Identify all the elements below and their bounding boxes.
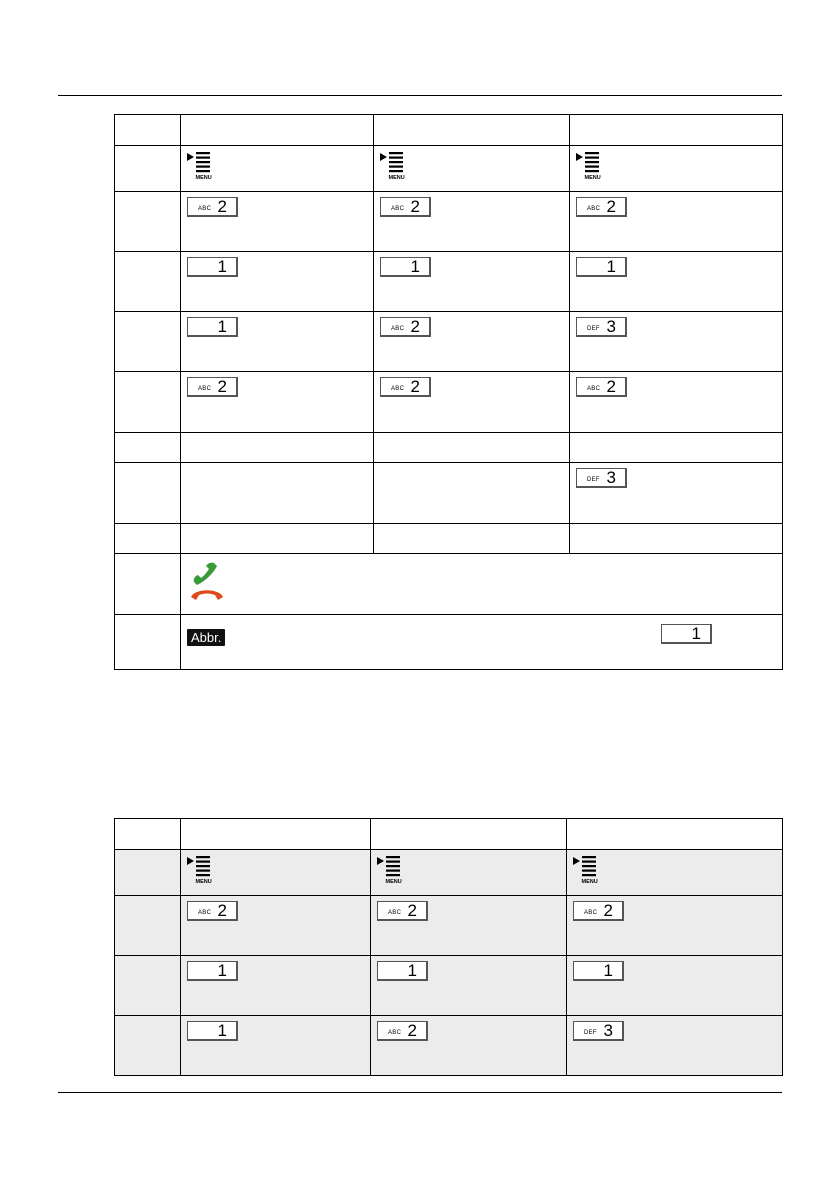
key-2: ABC 2 [187,377,238,397]
svg-text:MENU: MENU [584,175,601,181]
svg-text:MENU: MENU [581,879,598,885]
menu-icon [573,855,609,887]
key-2: ABC 2 [576,197,627,217]
svg-text:MENU: MENU [195,175,212,181]
top-rule [58,95,782,96]
menu-icon [576,151,612,183]
table-row [115,312,783,372]
table-header-row [115,115,783,146]
key-1: 1 [187,1021,238,1041]
steps-table-1 [114,114,783,670]
key-1: 1 [187,257,238,277]
phone-row [115,554,783,615]
key-3: DEF 3 [576,468,627,488]
key-2: ABC 2 [377,1021,428,1041]
table-row [115,372,783,433]
table-row [115,524,783,554]
key-2: ABC 2 [187,197,238,217]
menu-icon [187,855,223,887]
abbr-row [115,615,783,670]
hangup-red-icon [189,585,225,601]
key-2: ABC 2 [187,901,238,921]
menu-icon [377,855,413,887]
key-2: ABC 2 [380,197,431,217]
table-row [115,433,783,463]
table-row [115,850,783,896]
table-row [115,956,783,1016]
key-2: ABC 2 [380,317,431,337]
key-1: 1 [380,257,431,277]
key-2: ABC 2 [377,901,428,921]
key-1: 1 [187,317,238,337]
svg-text:MENU: MENU [388,175,405,181]
key-2: ABC 2 [573,901,624,921]
call-green-icon [191,561,221,585]
table-row [115,463,783,524]
step-number-cell [115,115,181,146]
menu-icon [380,151,416,183]
table-header-row [115,819,783,850]
key-3: DEF 3 [576,317,627,337]
steps-table-2 [114,818,783,1076]
key-1: 1 [576,257,627,277]
key-1: 1 [573,961,624,981]
key-1: 1 [661,624,712,644]
key-3: DEF 3 [573,1021,624,1041]
header-cell [570,115,783,146]
menu-icon [187,151,223,183]
svg-text:MENU: MENU [195,879,212,885]
svg-text:MENU: MENU [385,879,402,885]
table-row [115,146,783,192]
table-row [115,1016,783,1076]
header-cell [374,115,570,146]
key-2: ABC 2 [576,377,627,397]
header-cell [181,115,374,146]
table-row [115,192,783,252]
table-row [115,252,783,312]
key-1: 1 [377,961,428,981]
key-2: ABC 2 [380,377,431,397]
abbr-badge: Abbr. [187,629,225,646]
bottom-rule [58,1092,782,1093]
table-row [115,896,783,956]
key-1: 1 [187,961,238,981]
